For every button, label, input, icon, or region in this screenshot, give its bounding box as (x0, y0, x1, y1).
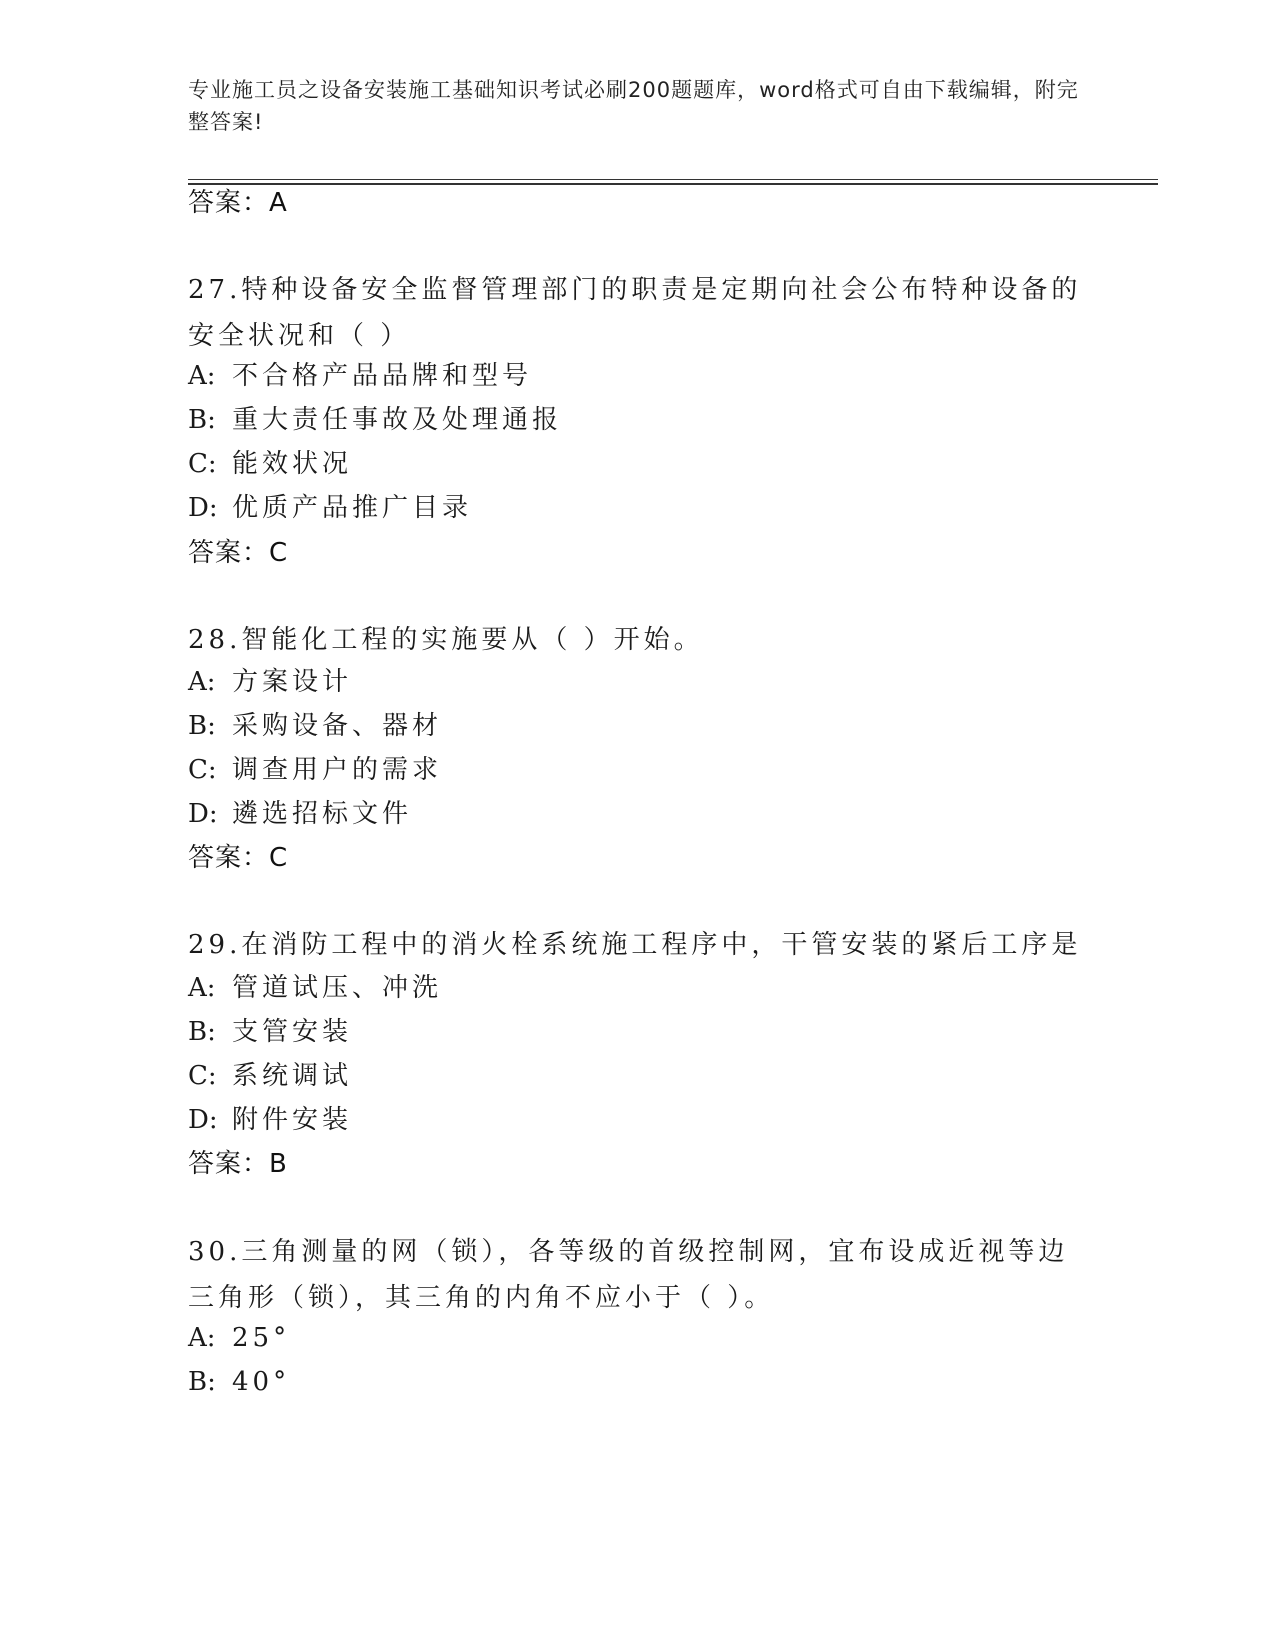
option-letter: D: (188, 1105, 218, 1135)
option-letter: A: (188, 973, 216, 1003)
question-29-option-a (188, 971, 442, 1005)
answer-27: 答案：C (188, 538, 289, 568)
header-divider-thick (188, 183, 1158, 185)
option-text: 40° (232, 1367, 291, 1397)
option-text: 调查用户的需求 (232, 755, 443, 785)
header-divider-thin (188, 179, 1158, 180)
question-30-option-b (188, 1365, 290, 1399)
option-text: 管道试压、冲洗 (232, 973, 443, 1003)
option-letter: B: (188, 1367, 216, 1397)
option-letter: B: (188, 405, 216, 435)
question-27-option-b (188, 403, 562, 437)
question-28-option-b (188, 709, 442, 743)
option-text: 重大责任事故及处理通报 (232, 405, 563, 435)
option-text: 采购设备、器材 (232, 711, 443, 741)
option-letter: D: (188, 799, 218, 829)
question-28-option-a (188, 665, 352, 699)
document-header-title: 专业施工员之设备安装施工基础知识考试必刷200题题库，word格式可自由下载编辑，附完整答案! (188, 78, 1079, 134)
option-letter: B: (188, 1017, 216, 1047)
question-28-text: 28.智能化工程的实施要从（ ）开始。 (188, 625, 704, 655)
question-29-option-c (188, 1059, 352, 1093)
option-text: 优质产品推广目录 (232, 493, 473, 523)
option-letter: D: (188, 493, 218, 523)
option-text: 附件安装 (232, 1105, 353, 1135)
question-29-option-b (188, 1015, 352, 1049)
question-27-option-a (188, 359, 532, 393)
option-text: 25° (232, 1323, 291, 1353)
option-letter: A: (188, 667, 216, 697)
option-letter: C: (188, 755, 217, 785)
question-27-option-c (188, 447, 352, 481)
question-27-option-d (188, 491, 472, 525)
option-text: 支管安装 (232, 1017, 353, 1047)
option-text: 能效状况 (232, 449, 353, 479)
option-letter: A: (188, 361, 216, 391)
answer-29: 答案：B (188, 1149, 288, 1179)
answer-28: 答案：C (188, 843, 289, 873)
option-letter: B: (188, 711, 216, 741)
question-28-option-c (188, 753, 442, 787)
question-30-option-a (188, 1321, 290, 1355)
question-28-option-d (188, 797, 412, 831)
option-text: 遴选招标文件 (232, 799, 413, 829)
question-29-option-d (188, 1103, 352, 1137)
question-29-text: 29.在消防工程中的消火栓系统施工程序中，干管安装的紧后工序是 (188, 930, 1082, 960)
question-27-text: 27.特种设备安全监督管理部门的职责是定期向社会公布特种设备的安全状况和（ ） (188, 275, 1082, 351)
option-text: 不合格产品品牌和型号 (232, 361, 533, 391)
option-letter: A: (188, 1323, 216, 1353)
answer-26: 答案：A (188, 188, 288, 218)
option-text: 方案设计 (232, 667, 353, 697)
option-letter: C: (188, 449, 217, 479)
option-letter: C: (188, 1061, 217, 1091)
question-30-text: 30.三角测量的网（锁），各等级的首级控制网，宜布设成近视等边三角形（锁），其三角的内角不应小于（ ）。 (188, 1237, 1069, 1313)
option-text: 系统调试 (232, 1061, 353, 1091)
